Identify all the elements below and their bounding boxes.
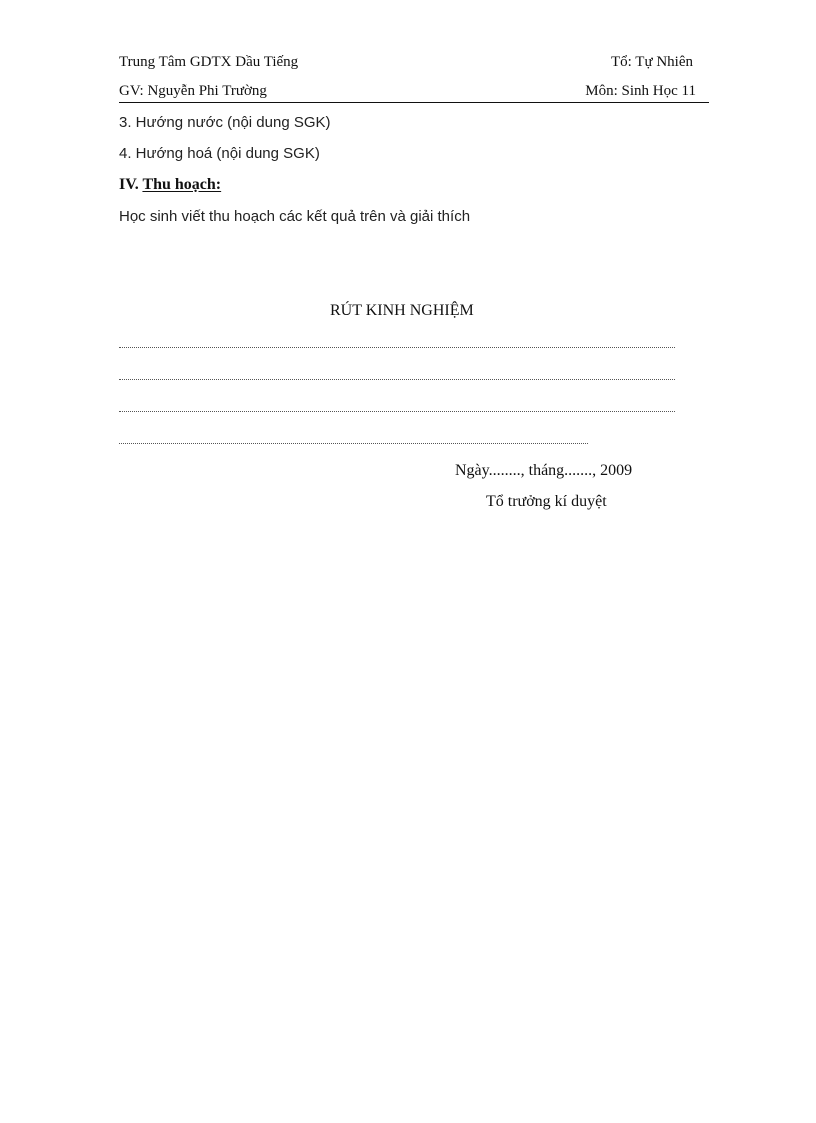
approval-text: Tổ trưởng kí duyệt [486, 493, 607, 510]
header-teacher: GV: Nguyễn Phi Trường [119, 83, 267, 99]
header-divider [119, 102, 709, 103]
section-title: Thu hoạch: [142, 176, 222, 193]
review-line [119, 411, 675, 412]
review-heading: RÚT KINH NGHIỆM [330, 302, 474, 319]
section-number: IV. [119, 176, 139, 193]
section-heading [119, 177, 221, 193]
header-school: Trung Tâm GDTX Dầu Tiếng [119, 54, 299, 70]
date-line: Ngày........, tháng......., 2009 [455, 462, 633, 479]
item-3: 3. Hướng nước (nội dung SGK) [119, 114, 331, 131]
header-subject: Môn: Sinh Học 11 [585, 83, 696, 99]
review-line [119, 347, 675, 348]
header-department: Tổ: Tự Nhiên [610, 54, 693, 70]
instruction-text: Học sinh viết thu hoạch các kết quả trên và giải thích [119, 208, 471, 225]
review-line [119, 379, 675, 380]
review-line [119, 443, 588, 444]
item-4: 4. Hướng hoá (nội dung SGK) [119, 145, 320, 162]
